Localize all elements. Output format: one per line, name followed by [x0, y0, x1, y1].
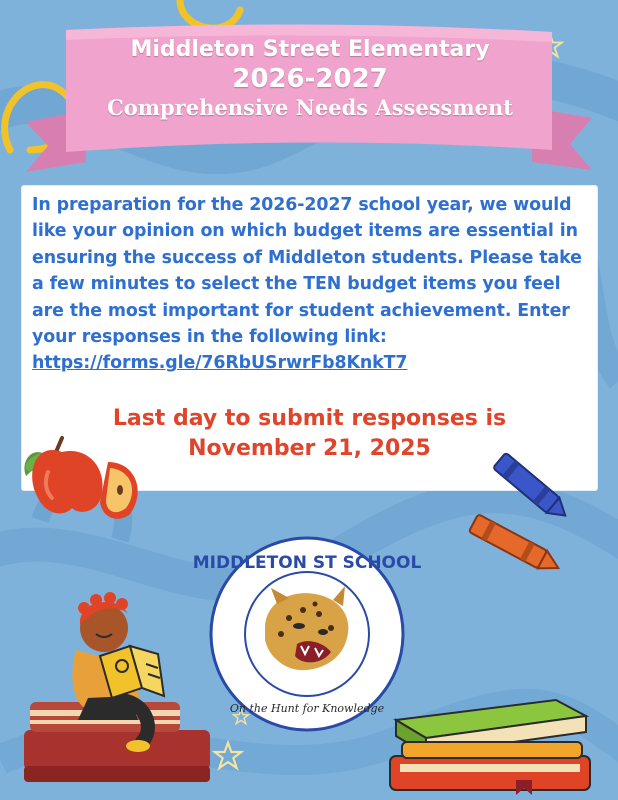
- notice-body: [32, 192, 592, 377]
- school-name: Middleton Street Elementary: [130, 37, 490, 62]
- deadline-line-1: Last day to submit responses is: [112, 406, 507, 431]
- seal-bottom-text: On the Hunt for Knowledge: [229, 702, 385, 715]
- school-year: 2026-2027: [232, 64, 388, 94]
- book-stack-icon: [386, 680, 596, 795]
- deadline-line-2: November 21, 2025: [188, 436, 431, 461]
- reading-child-icon: [18, 580, 228, 790]
- seal-top-text: MIDDLETON ST SCHOOL: [192, 553, 422, 573]
- assessment-title: Comprehensive Needs Assessment: [107, 95, 513, 120]
- survey-link[interactable]: https://forms.gle/76RbUSrwrFb8KnkT7: [32, 353, 408, 374]
- banner-text: [60, 36, 560, 122]
- school-seal-jaguar-icon: [192, 534, 422, 734]
- apple-icon: [18, 432, 148, 528]
- orange-crayon-icon: [460, 500, 570, 590]
- notice-body-text: In preparation for the 2026-2027 school year, we would like your opinion on which budget items are essential in ensuring the success of Middleton students. Please take a few minutes to select the TEN budget items you feel are the most important for student achievement. Enter your responses in the following link:: [32, 195, 582, 348]
